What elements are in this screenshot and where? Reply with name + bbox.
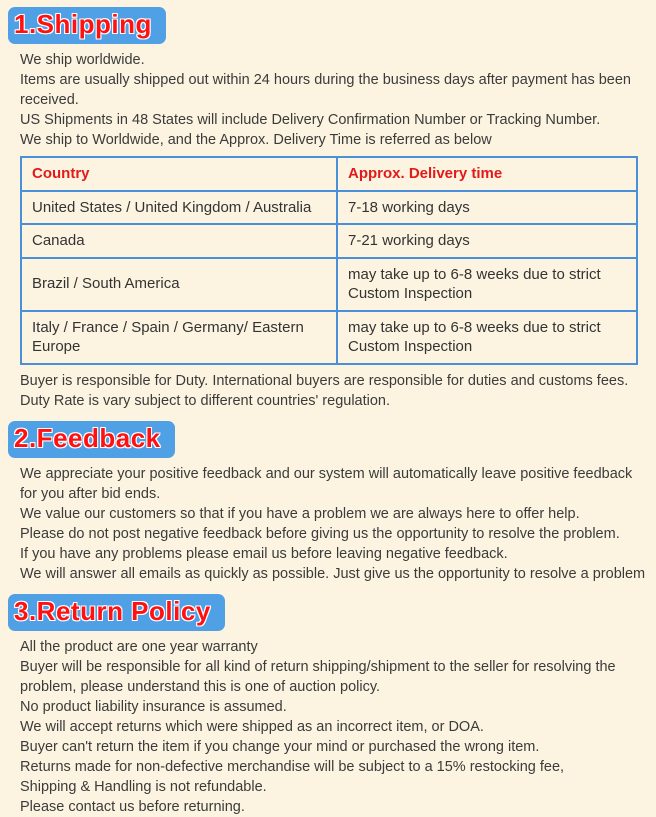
table-row [21,191,637,225]
column-header-country: Country [21,157,337,191]
feedback-line: We will answer all emails as quickly as possible. Just give us the opportunity to resolve a problem [20,565,646,582]
shipping-line: US Shipments in 48 States will include Delivery Confirmation Number or Tracking Number. [20,112,601,128]
table-header-row [21,157,637,191]
feedback-text [20,464,648,584]
table-row [21,258,637,311]
return-policy-line: We will accept returns which were shipped as an incorrect item, or DOA. [20,718,484,735]
delivery-time-table [20,156,638,365]
return-policy-line: All the product are one year warranty [20,638,258,655]
return-policy-section-title: 3.Return Policy [8,594,225,631]
table-row [21,311,637,364]
shipping-note-line: Duty Rate is vary subject to different countries' regulation. [20,392,391,409]
feedback-line: If you have any problems please email us before leaving negative feedback. [20,545,508,562]
return-policy-line: Returns made for non-defective merchandise will be subject to a 15% restocking fee, [20,758,565,775]
cell-country: Canada [21,224,337,258]
table-row [21,224,637,258]
cell-delivery-time: may take up to 6-8 weeks due to strict Custom Inspection [337,311,637,364]
feedback-line: We appreciate your positive feedback and our system will automatically leave positive feedback for you after bid ends. [20,465,633,502]
cell-country: Italy / France / Spain / Germany/ Eastern Europe [21,311,337,364]
feedback-section-title: 2.Feedback [8,421,175,458]
shipping-line: Items are usually shipped out within 24 hours during the business days after payment has been received. [20,72,631,108]
return-policy-text [20,637,648,817]
shipping-line: We ship to Worldwide, and the Approx. Delivery Time is referred as below [20,132,492,148]
cell-delivery-time: may take up to 6-8 weeks due to strict Custom Inspection [337,258,637,311]
cell-country: United States / United Kingdom / Australia [21,191,337,225]
shipping-line: We ship worldwide. [20,52,145,68]
return-policy-line: Shipping & Handling is not refundable. [20,778,267,795]
shipping-section-title: 1.Shipping [8,7,166,44]
return-policy-line: Please contact us before returning. [20,798,245,815]
column-header-delivery-time: Approx. Delivery time [337,157,637,191]
cell-delivery-time: 7-21 working days [337,224,637,258]
cell-delivery-time: 7-18 working days [337,191,637,225]
cell-country: Brazil / South America [21,258,337,311]
shipping-note-line: Buyer is responsible for Duty. International buyers are responsible for duties and customs fees. [20,372,629,389]
shipping-notes [20,371,648,411]
feedback-line: We value our customers so that if you have a problem we are always here to offer help. [20,505,580,522]
shipping-intro [20,50,648,150]
return-policy-line: Buyer can't return the item if you change your mind or purchased the wrong item. [20,738,540,755]
return-policy-line: No product liability insurance is assumed. [20,698,287,715]
return-policy-line: Buyer will be responsible for all kind of return shipping/shipment to the seller for resolving the problem, please understand this is one of auction policy. [20,658,616,695]
feedback-line: Please do not post negative feedback before giving us the opportunity to resolve the problem. [20,525,620,542]
